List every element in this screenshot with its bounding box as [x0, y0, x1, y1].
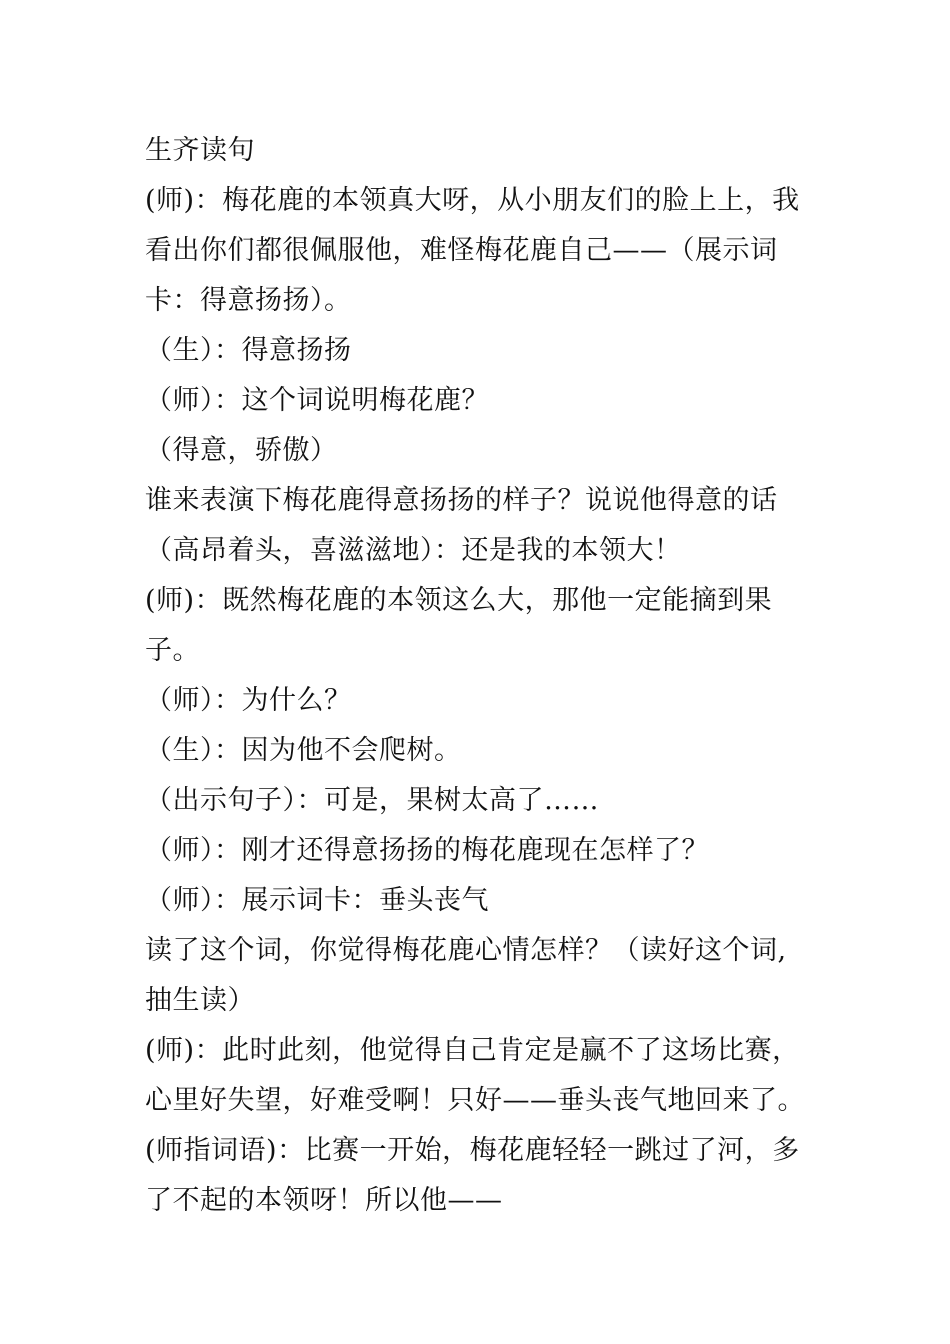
text-line: 心里好失望，好难受啊！只好——垂头丧气地回来了。 [145, 1085, 805, 1116]
text-line: 看出你们都很佩服他，难怪梅花鹿自己——（展示词 [145, 235, 778, 266]
text-line: (师)：此时此刻，他觉得自己肯定是赢不了这场比赛， [145, 1035, 800, 1066]
text-line: (师)：既然梅花鹿的本领这么大，那他一定能摘到果 [145, 585, 773, 616]
text-line: （师）：展示词卡：垂头丧气 [145, 885, 489, 916]
text-line: 生齐读句 [145, 135, 255, 166]
text-line: （高昂着头，喜滋滋地）：还是我的本领大！ [145, 535, 682, 566]
text-line: 读了这个词，你觉得梅花鹿心情怎样？（读好这个词, [145, 935, 787, 966]
text-line: 谁来表演下梅花鹿得意扬扬的样子？说说他得意的话 [145, 485, 778, 516]
text-line: 抽生读） [145, 985, 255, 1016]
text-line: （出示句子）：可是，果树太高了…… [145, 785, 599, 816]
text-line: （师）：这个词说明梅花鹿？ [145, 385, 489, 416]
text-line: （师）：为什么？ [145, 685, 352, 716]
text-line: （得意，骄傲） [145, 435, 338, 466]
text-line: （师）：刚才还得意扬扬的梅花鹿现在怎样了？ [145, 835, 709, 866]
text-line: （生）：得意扬扬 [145, 335, 352, 366]
text-line: （生）：因为他不会爬树。 [145, 735, 462, 766]
text-line: 卡：得意扬扬）。 [145, 285, 352, 316]
document-body [145, 126, 825, 1226]
text-line: (师)：梅花鹿的本领真大呀，从小朋友们的脸上上，我 [145, 185, 800, 216]
text-line: 了不起的本领呀！所以他—— [145, 1185, 503, 1216]
text-line: (师指词语)：比赛一开始，梅花鹿轻轻一跳过了河，多 [145, 1135, 800, 1166]
text-line: 子。 [145, 635, 200, 666]
